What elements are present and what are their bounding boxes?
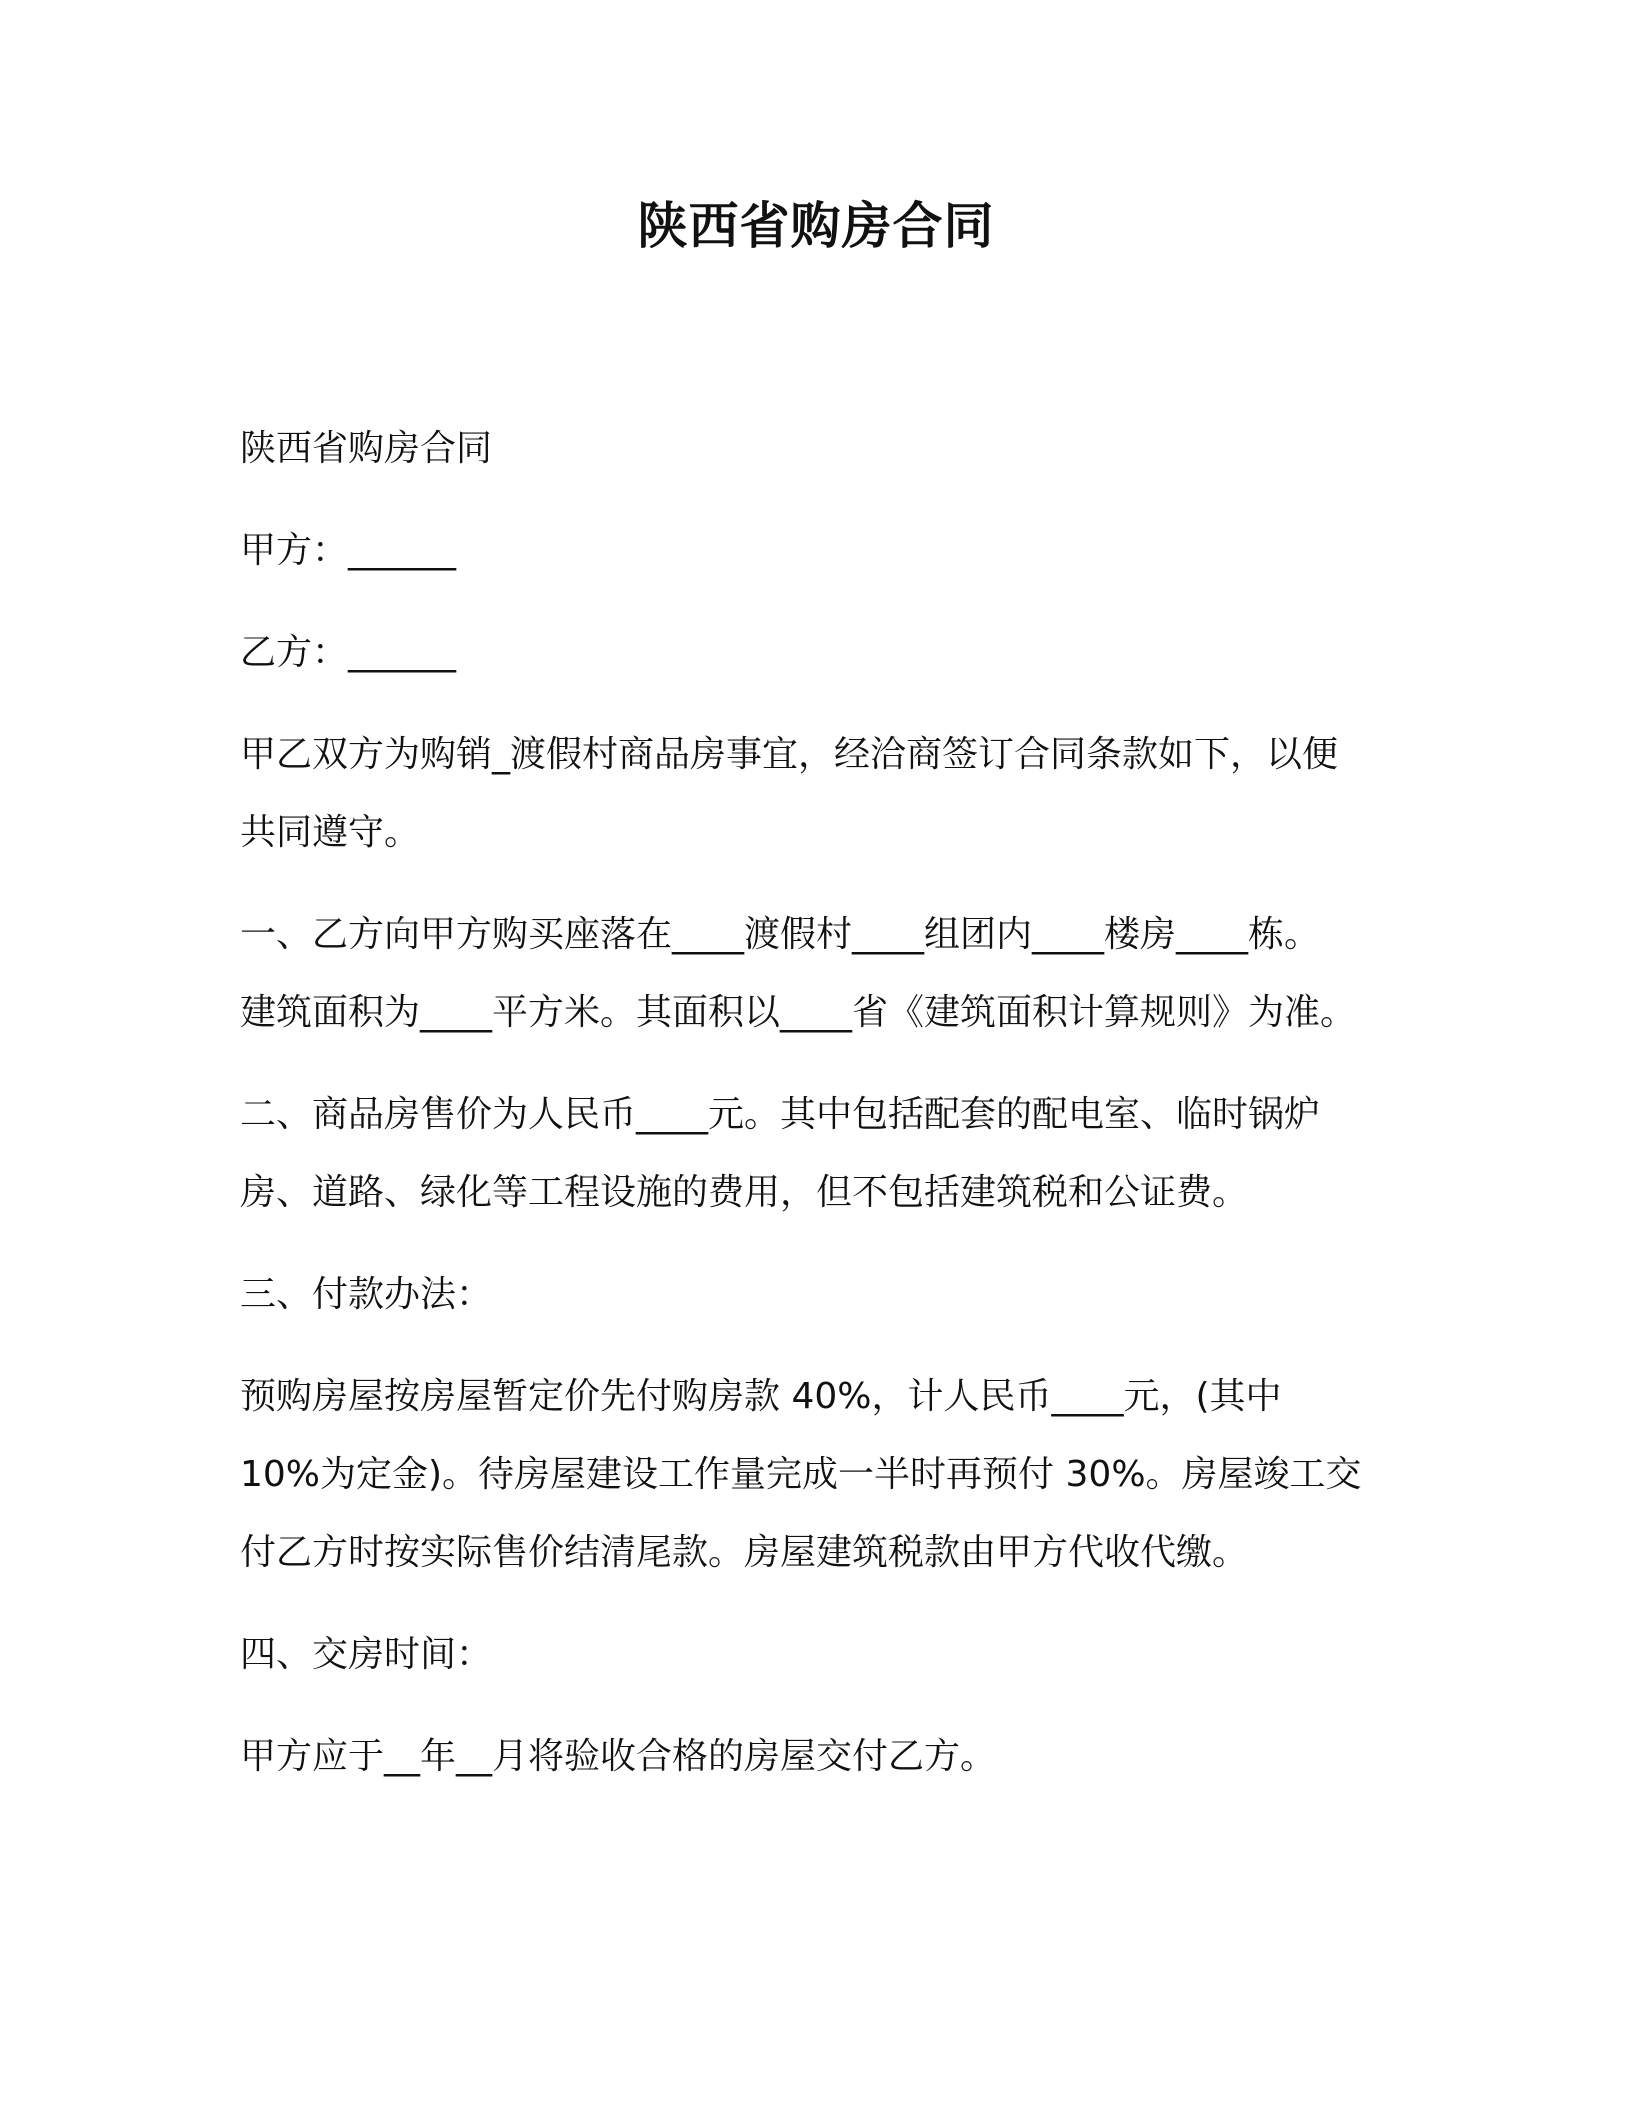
clause-1: 一、乙方向甲方购买座落在____渡假村____组团内____楼房____栋。 建筑面积为____平方米。其面积以____省《建筑面积计算规则》为准。 — [240, 914, 1357, 1033]
party-a-line: 甲方：______ — [240, 530, 457, 571]
clause-3-heading: 三、付款办法： — [240, 1274, 493, 1315]
contract-heading: 陕西省购房合同 — [240, 428, 493, 469]
clause-2: 二、商品房售价为人民币____元。其中包括配套的配电室、临时锅炉 房、道路、绿化等工程设施的费用，但不包括建筑税和公证费。 — [240, 1094, 1321, 1213]
payment-terms: 预购房屋按房屋暂定价先付购房款 40%，计人民币____元，(其中 10%为定金)。待房屋建设工作量完成一半时再预付 30%。房屋竣工交 付乙方时按实际售价结清尾款。房屋建筑税款由甲方代收代缴。 — [240, 1376, 1362, 1573]
delivery-terms: 甲方应于__年__月将验收合格的房屋交付乙方。 — [240, 1736, 997, 1777]
document-title: 陕西省购房合同 — [637, 197, 995, 255]
party-b-line: 乙方：______ — [240, 632, 457, 673]
clause-4-heading: 四、交房时间： — [240, 1634, 493, 1675]
intro-paragraph: 甲乙双方为购销_渡假村商品房事宜，经洽商签订合同条款如下，以便 共同遵守。 — [240, 734, 1339, 853]
